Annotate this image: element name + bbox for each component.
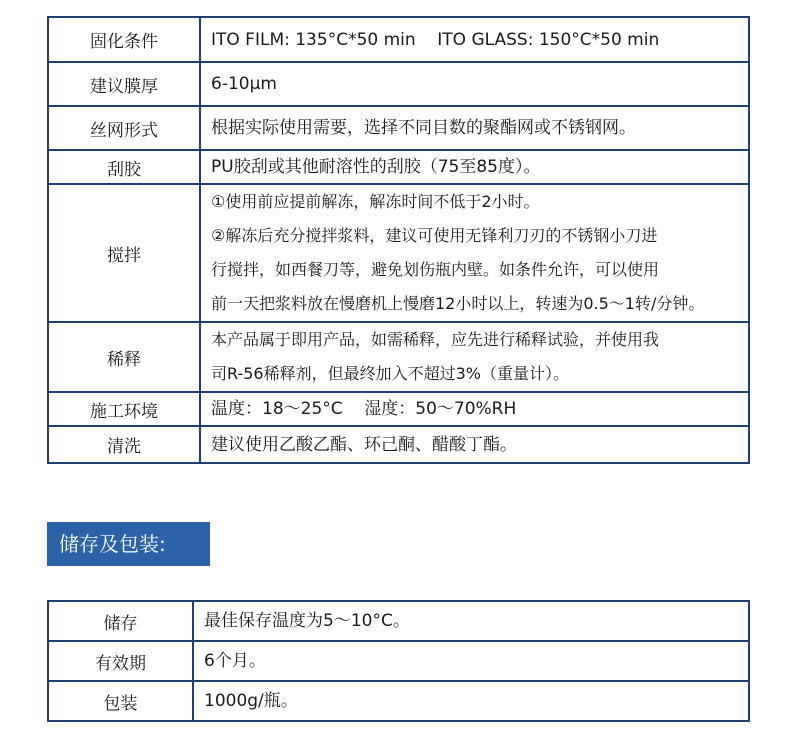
row-label: 丝网形式 bbox=[48, 106, 200, 150]
row-value: ITO FILM: 135°C*50 min ITO GLASS: 150°C*50 min bbox=[200, 17, 749, 62]
row-value: 6-10µm bbox=[200, 62, 749, 106]
storage-table bbox=[47, 600, 750, 722]
row-value: 建议使用乙酸乙酯、环己酮、醋酸丁酯。 bbox=[200, 426, 749, 463]
row-label: 建议膜厚 bbox=[48, 62, 200, 106]
section-title: 储存及包装: bbox=[47, 522, 210, 566]
row-label: 包装 bbox=[48, 681, 193, 721]
row-value bbox=[200, 184, 749, 322]
spec-table bbox=[47, 16, 750, 464]
row-label: 固化条件 bbox=[48, 17, 200, 62]
text-line: 司R-56稀释剂，但最终加入不超过3%（重量计）。 bbox=[211, 364, 569, 383]
table-row bbox=[48, 322, 749, 392]
row-label: 储存 bbox=[48, 601, 193, 641]
row-label: 有效期 bbox=[48, 641, 193, 681]
row-label: 搅拌 bbox=[48, 184, 200, 322]
text-line: ①使用前应提前解冻，解冻时间不低于2小时。 bbox=[211, 192, 540, 211]
text-line: 行搅拌，如西餐刀等，避免划伤瓶内壁。如条件允许，可以使用 bbox=[211, 260, 660, 279]
table-row bbox=[48, 62, 749, 106]
row-label: 施工环境 bbox=[48, 392, 200, 426]
row-value: 根据实际使用需要，选择不同目数的聚酯网或不锈钢网。 bbox=[200, 106, 749, 150]
table-row bbox=[48, 641, 749, 681]
table-row bbox=[48, 106, 749, 150]
row-value: 最佳保存温度为5～10°C。 bbox=[193, 601, 749, 641]
table-row bbox=[48, 681, 749, 721]
row-value: 温度：18～25°C 湿度：50～70%RH bbox=[200, 392, 749, 426]
row-value: 1000g/瓶。 bbox=[193, 681, 749, 721]
row-label: 刮胶 bbox=[48, 150, 200, 184]
text-line: ②解冻后充分搅拌浆料，建议可使用无锋利刀刃的不锈钢小刀进 bbox=[211, 226, 658, 245]
text-line: 前一天把浆料放在慢磨机上慢磨12小时以上，转速为0.5～1转/分钟。 bbox=[211, 294, 705, 313]
row-label: 稀释 bbox=[48, 322, 200, 392]
row-label: 清洗 bbox=[48, 426, 200, 463]
table-row bbox=[48, 426, 749, 463]
table-row bbox=[48, 17, 749, 62]
table-row bbox=[48, 150, 749, 184]
table-row bbox=[48, 184, 749, 322]
row-value: PU胶刮或其他耐溶性的刮胶（75至85度）。 bbox=[200, 150, 749, 184]
table-row bbox=[48, 601, 749, 641]
table-row bbox=[48, 392, 749, 426]
text-line: 本产品属于即用产品，如需稀释，应先进行稀释试验，并使用我 bbox=[211, 330, 660, 349]
row-value: 6个月。 bbox=[193, 641, 749, 681]
row-value bbox=[200, 322, 749, 392]
